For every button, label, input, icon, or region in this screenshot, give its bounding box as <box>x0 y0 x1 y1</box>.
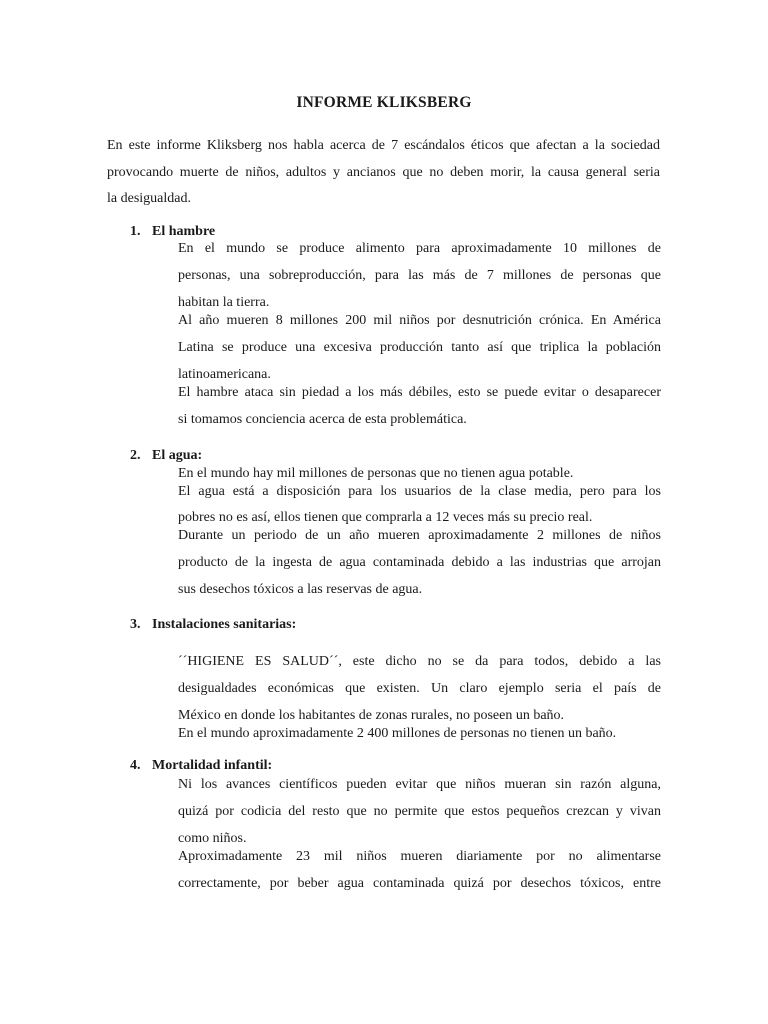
body-line: En el mundo aproximadamente 2 400 millones de personas no tienen un baño. <box>178 726 617 741</box>
intro-line: la desigualdad. <box>107 191 191 206</box>
body-line: correctamente, por beber agua contaminada quizá por desechos tóxicos, entre <box>178 876 661 891</box>
body-line: quizá por codicia del resto que no permite que estos pequeños crezcan y vivan <box>178 804 661 819</box>
section-heading-1 <box>130 224 215 240</box>
body-line: producto de la ingesta de agua contaminada debido a las industrias que arrojan <box>178 555 661 570</box>
section-heading-4 <box>130 758 272 774</box>
body-line: habitan la tierra. <box>178 295 270 310</box>
body-line: Ni los avances científicos pueden evitar que niños mueran sin razón alguna, <box>178 777 661 792</box>
intro-paragraph <box>107 133 660 213</box>
document-title: INFORME KLIKSBERG <box>296 94 472 111</box>
body-line: como niños. <box>178 831 247 846</box>
section-number: 1. <box>130 224 141 239</box>
section-number: 4. <box>130 758 141 773</box>
body-line: Latina se produce una excesiva producción tanto así que triplica la población <box>178 340 661 355</box>
intro-line: En este informe Kliksberg nos habla acerca de 7 escándalos éticos que afectan a la sociedad <box>107 138 660 153</box>
body-line: México en donde los habitantes de zonas rurales, no poseen un baño. <box>178 708 565 723</box>
body-line: latinoamericana. <box>178 367 271 382</box>
body-line: El agua está a disposición para los usuarios de la clase media, pero para los <box>178 484 661 499</box>
section-heading-3 <box>130 617 296 633</box>
body-line: En el mundo hay mil millones de personas que no tienen agua potable. <box>178 466 574 481</box>
section-1-body <box>178 240 661 429</box>
section-2-body <box>178 465 661 599</box>
section-heading-2 <box>130 448 202 464</box>
section-title: El hambre <box>152 224 216 239</box>
intro-line: provocando muerte de niños, adultos y ancianos que no deben morir, la causa general seria <box>107 164 660 180</box>
body-line: desigualdades económicas que existen. Un claro ejemplo seria el país de <box>178 681 661 696</box>
section-title: Instalaciones sanitarias: <box>152 617 297 632</box>
body-line: Aproximadamente 23 mil niños mueren diariamente por no alimentarse <box>178 849 661 864</box>
section-number: 3. <box>130 617 141 632</box>
section-3-body <box>178 653 661 743</box>
body-line: pobres no es así, ellos tienen que comprarla a 12 veces más su precio real. <box>178 510 593 525</box>
section-4-body <box>178 776 661 893</box>
body-line: Al año mueren 8 millones 200 mil niños por desnutrición crónica. En América <box>178 313 661 328</box>
body-line: sus desechos tóxicos a las reservas de agua. <box>178 582 423 597</box>
body-line: personas, una sobreproducción, para las más de 7 millones de personas que <box>178 268 661 283</box>
body-line: Durante un periodo de un año mueren aproximadamente 2 millones de niños <box>178 528 661 543</box>
section-title: Mortalidad infantil: <box>152 758 273 773</box>
section-title: El agua: <box>152 448 203 463</box>
body-line: ´´HIGIENE ES SALUD´´, este dicho no se da para todos, debido a las <box>178 654 661 669</box>
body-line: El hambre ataca sin piedad a los más débiles, esto se puede evitar o desaparecer <box>178 385 661 400</box>
section-number: 2. <box>130 448 141 463</box>
body-line: En el mundo se produce alimento para aproximadamente 10 millones de <box>178 241 661 256</box>
body-line: si tomamos conciencia acerca de esta problemática. <box>178 412 467 427</box>
